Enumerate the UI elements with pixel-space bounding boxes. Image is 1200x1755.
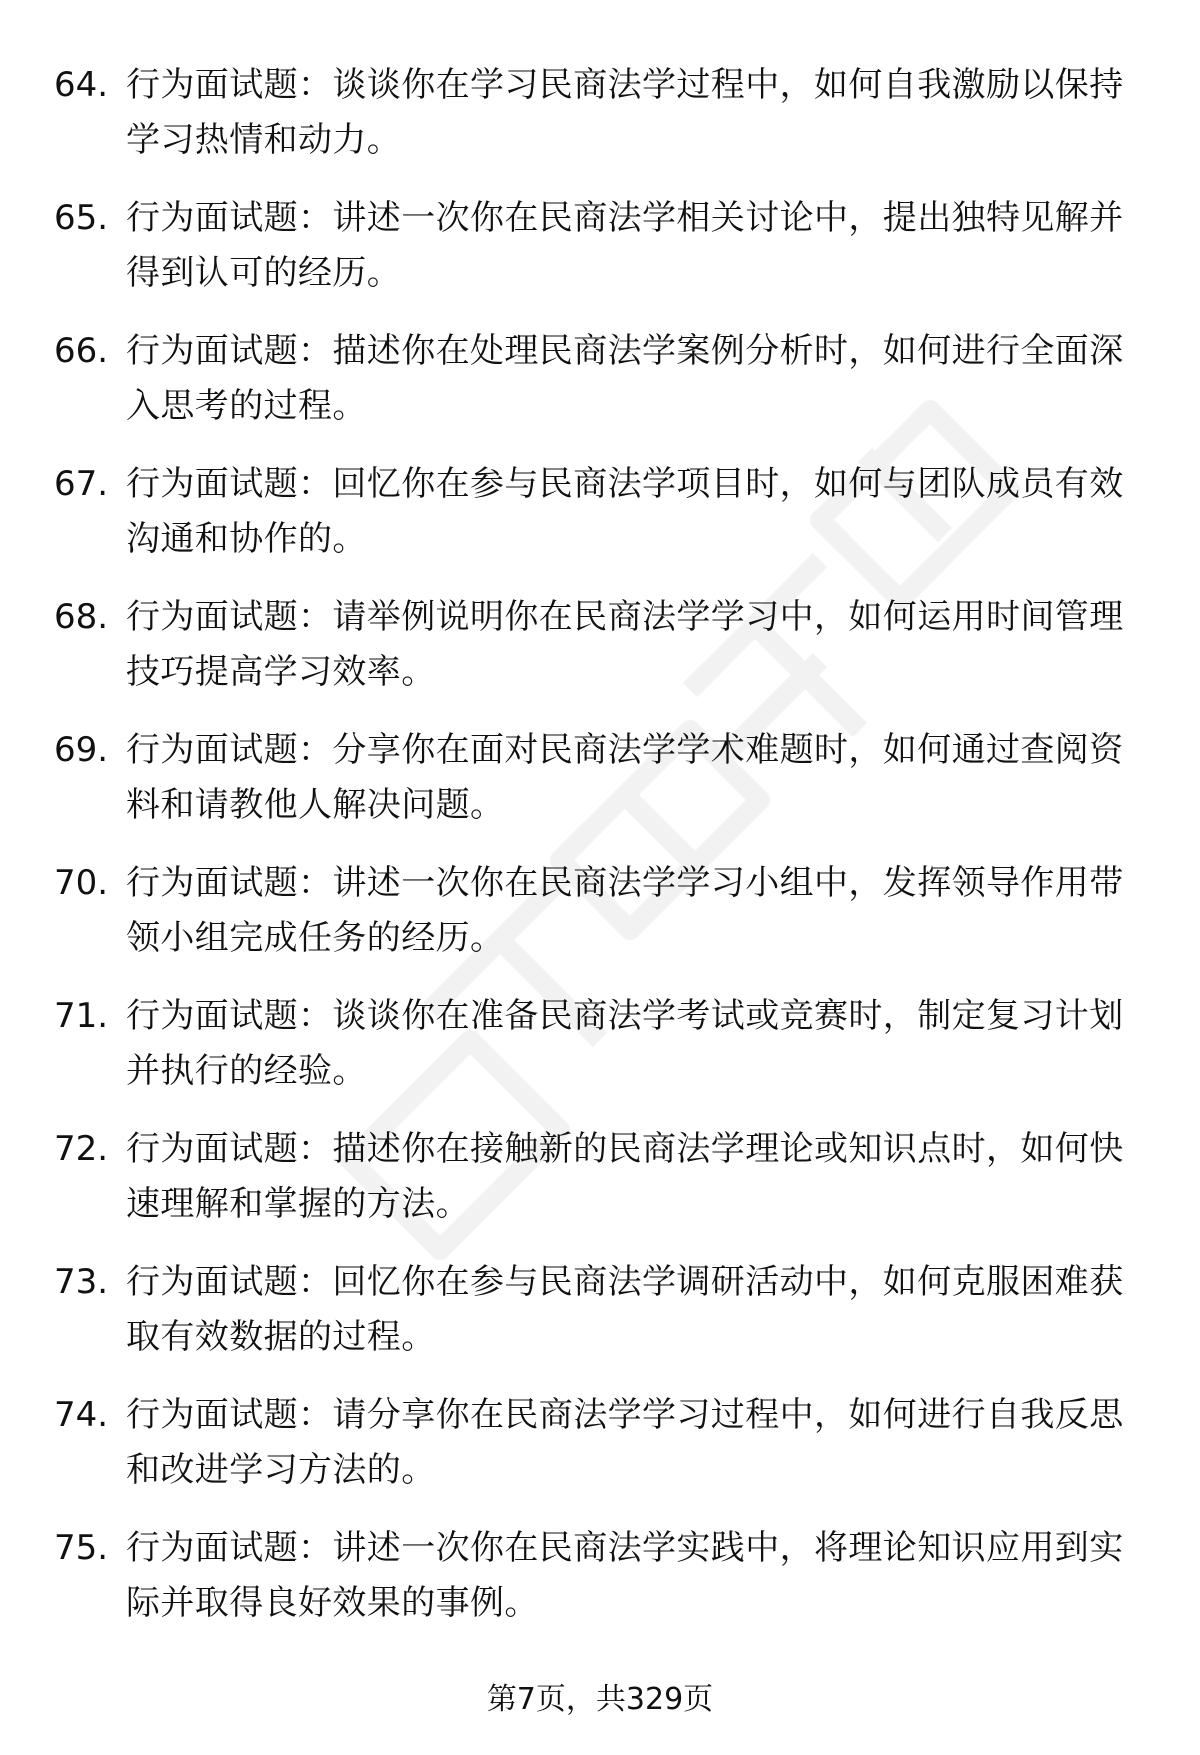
- question-number: 71.: [54, 996, 109, 1036]
- list-item: [0, 989, 1200, 1122]
- question-number: 72.: [54, 1129, 109, 1169]
- question-number: 67.: [54, 464, 109, 504]
- list-item: [0, 58, 1200, 191]
- list-item: [0, 590, 1200, 723]
- question-number: 73.: [54, 1262, 109, 1302]
- question-text: 行为面试题：讲述一次你在民商法学相关讨论中，提出独特见解并得到认可的经历。: [126, 198, 1124, 293]
- question-text: 行为面试题：讲述一次你在民商法学学习小组中，发挥领导作用带领小组完成任务的经历。: [126, 863, 1124, 958]
- list-item: [0, 457, 1200, 590]
- list-item: [0, 1521, 1200, 1654]
- question-number: 66.: [54, 331, 109, 371]
- list-item: [0, 856, 1200, 989]
- question-number: 70.: [54, 863, 109, 903]
- question-text: 行为面试题：回忆你在参与民商法学调研活动中，如何克服困难获取有效数据的过程。: [126, 1262, 1124, 1357]
- question-text: 行为面试题：回忆你在参与民商法学项目时，如何与团队成员有效沟通和协作的。: [126, 464, 1124, 559]
- question-number: 74.: [54, 1395, 109, 1435]
- question-number: 65.: [54, 198, 109, 238]
- question-number: 64.: [54, 65, 109, 105]
- question-text: 行为面试题：分享你在面对民商法学学术难题时，如何通过查阅资料和请教他人解决问题。: [126, 730, 1124, 825]
- question-text: 行为面试题：描述你在处理民商法学案例分析时，如何进行全面深入思考的过程。: [126, 331, 1124, 426]
- question-number: 75.: [54, 1528, 109, 1568]
- list-item: [0, 1122, 1200, 1255]
- page-footer: 第7页，共329页: [486, 1682, 714, 1717]
- question-text: 行为面试题：谈谈你在学习民商法学过程中，如何自我激励以保持学习热情和动力。: [126, 65, 1124, 160]
- question-text: 行为面试题：谈谈你在准备民商法学考试或竞赛时，制定复习计划并执行的经验。: [126, 996, 1124, 1091]
- question-list: [0, 58, 1200, 1654]
- question-text: 行为面试题：描述你在接触新的民商法学理论或知识点时，如何快速理解和掌握的方法。: [126, 1129, 1124, 1224]
- question-number: 68.: [54, 597, 109, 637]
- list-item: [0, 191, 1200, 324]
- list-item: [0, 1388, 1200, 1521]
- question-text: 行为面试题：讲述一次你在民商法学实践中，将理论知识应用到实际并取得良好效果的事例。: [126, 1528, 1124, 1623]
- list-item: [0, 723, 1200, 856]
- list-item: [0, 324, 1200, 457]
- list-item: [0, 1255, 1200, 1388]
- question-number: 69.: [54, 730, 109, 770]
- question-text: 行为面试题：请举例说明你在民商法学学习中，如何运用时间管理技巧提高学习效率。: [126, 597, 1124, 692]
- question-text: 行为面试题：请分享你在民商法学学习过程中，如何进行自我反思和改进学习方法的。: [126, 1395, 1124, 1490]
